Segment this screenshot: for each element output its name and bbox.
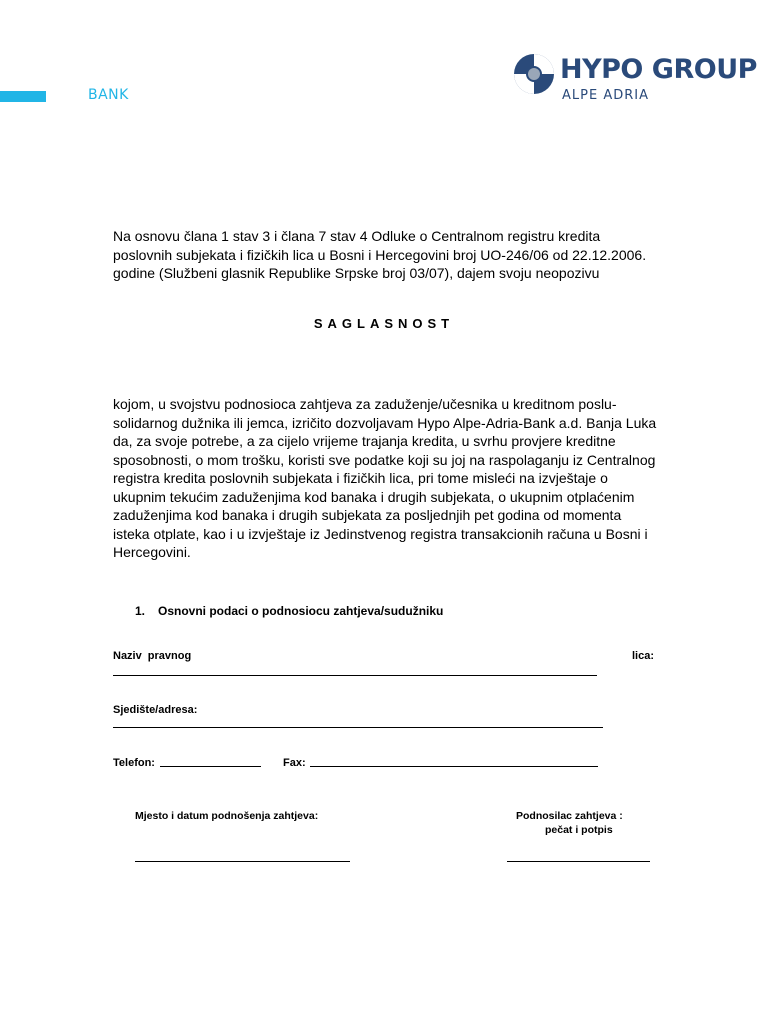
telefon-input-line[interactable] — [160, 766, 261, 767]
telefon-label: Telefon: — [113, 757, 155, 769]
sjediste-input-line[interactable] — [113, 727, 603, 728]
hypo-logo-emblem-icon — [512, 52, 556, 96]
fax-input-line[interactable] — [310, 766, 598, 767]
section-heading — [135, 604, 443, 618]
applicant-label: Podnosilac zahtjeva : — [516, 810, 623, 822]
naziv-input-line[interactable] — [113, 675, 597, 676]
stamp-signature-label: pečat i potpis — [545, 824, 613, 836]
logo-subtitle: ALPE ADRIA — [562, 88, 649, 103]
sjediste-label: Sjedište/adresa: — [113, 704, 198, 716]
place-date-label: Mjesto i datum podnošenja zahtjeva: — [135, 810, 319, 822]
accent-bar — [0, 91, 46, 102]
lica-label: lica: — [632, 650, 655, 662]
place-date-line[interactable] — [135, 861, 350, 862]
fax-label: Fax: — [283, 757, 306, 769]
section-title: Osnovni podaci o podnosiocu zahtjeva/sudužniku — [158, 604, 444, 618]
document-title: SAGLASNOST — [313, 316, 455, 331]
bank-label: BANK — [88, 87, 129, 103]
hypo-group-logo — [512, 50, 757, 106]
signature-line[interactable] — [507, 861, 650, 862]
consent-paragraph: kojom, u svojstvu podnosioca zahtjeva za zaduženje/učesnika u kreditnom poslu-solidarnog dužnika ili jemca, izričito dozvoljavam Hypo Alpe-Adria-Bank a.d. Banja Luka da, za svoje potrebe, a za cijelo vrijeme trajanja kredita, u svrhu provjere kreditne sposobnosti, o mom trošku, koristi sve podatke koji su joj na raspolaganju iz Centralnog registra kredita poslovnih subjekata i fizičkih lica, pri tome misleći na izvještaje o ukupnim tekućim zaduženjima kod banaka i drugih subjekata, o ukupnim otplaćenim zaduženjima kod banaka i drugih subjekata za posljednjih pet godina od momenta isteka otplate, kao i u izvještaje iz Jedinstvenog registra transakcionih računa u Bosni i Hercegovini. — [113, 396, 657, 560]
section-number: 1. — [135, 604, 146, 618]
logo-name: HYPO GROUP — [560, 54, 757, 85]
naziv-label: Naziv pravnog — [113, 650, 192, 662]
intro-paragraph: Na osnovu člana 1 stav 3 i člana 7 stav 4 Odluke o Centralnom registru kredita poslovnih subjekata i fizičkih lica u Bosni i Hercegovini broj UO-246/06 od 22.12.2006. godine (Službeni glasnik Republike Srpske broj 03/07), dajem svoju neopozivu — [113, 228, 647, 281]
